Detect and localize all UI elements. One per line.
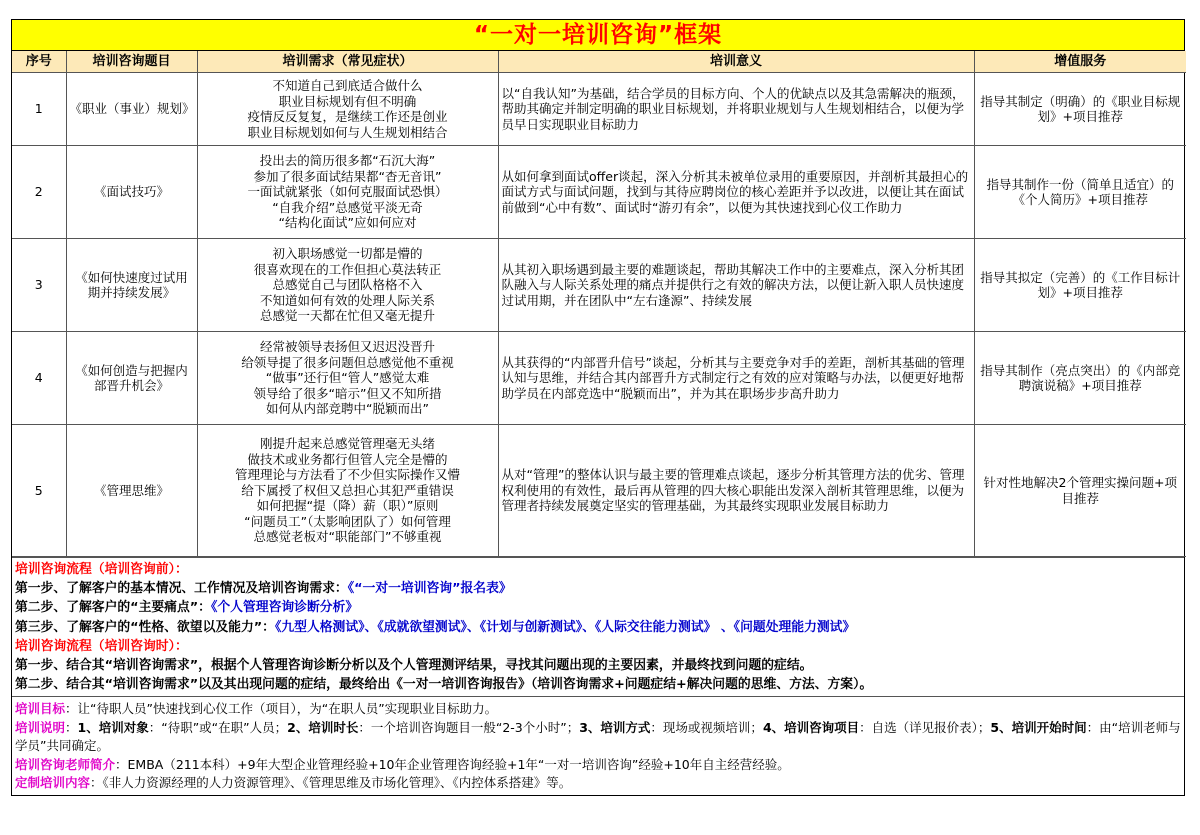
need-line: 如何把握“提（降）薪（职）”原则 <box>256 498 439 514</box>
desc-key: 3、培训方式 <box>579 719 651 735</box>
need-line: “问题员工”（太影响团队了）如何管理 <box>244 513 451 529</box>
flow-section <box>12 557 1184 696</box>
need-line: 如何从内部竞聘中“脱颖而出” <box>266 401 429 417</box>
desc-text: ：由“培训老师与学员”共同确定。 <box>15 719 1181 754</box>
desc-text: ：一个培训咨询题目一般“2-3个小时”； <box>358 719 580 735</box>
flow-pre-step-3 <box>15 618 1181 637</box>
row-no: 4 <box>12 332 66 425</box>
header-meaning: 培训意义 <box>498 51 974 73</box>
need-line: “结构化面试”应如何应对 <box>278 215 417 231</box>
need-line: 总感觉一天都在忙但又毫无提升 <box>259 308 435 324</box>
desc-key: 2、培训时长 <box>287 719 359 735</box>
desc-text: ：“待职”或“在职”人员； <box>148 719 288 735</box>
training-description <box>15 719 1181 756</box>
form-reference: 《个人管理咨询诊断分析》 <box>210 600 359 616</box>
row-needs <box>197 73 498 146</box>
goal-text: ：让“待职人员”快速找到心仪工作（项目），为“在职人员”实现职业目标助力。 <box>65 701 498 717</box>
header-row <box>12 51 1186 73</box>
need-line: 给下属授了权但又总担心其犯严重错误 <box>241 482 454 498</box>
step-lead: 第二步、了解客户的“主要痛点”： <box>15 600 211 616</box>
need-line: 总感觉老板对“职能部门”不够重视 <box>253 529 442 545</box>
custom-label: 定制培训内容 <box>15 775 91 791</box>
row-service: 指导其制作一份（简单且适宜）的《个人简历》+项目推荐 <box>974 146 1186 239</box>
table-row <box>12 425 1186 557</box>
row-needs <box>197 332 498 425</box>
need-line: 很喜欢现在的工作但担心莫法转正 <box>253 261 442 277</box>
row-service: 指导其制定（明确）的《职业目标规划》+项目推荐 <box>974 73 1186 146</box>
desc-key: 5、培训开始时间 <box>990 719 1087 735</box>
row-topic: 《职业（事业）规划》 <box>66 73 197 146</box>
need-line: 总感觉自己与团队格格不入 <box>272 277 423 293</box>
row-service: 指导其制作（亮点突出）的《内部竞聘演说稿》+项目推荐 <box>974 332 1186 425</box>
row-topic: 《如何快速度过试用期并持续发展》 <box>66 239 197 332</box>
table-row <box>12 332 1186 425</box>
need-line: 一面试就紧张（如何克服面试恐惧） <box>247 184 448 200</box>
row-meaning: 从如何拿到面试offer谈起，深入分析其未被单位录用的重要原因，并剖析其最担心的面试方式与面试问题，找到与其待应聘岗位的核心差距并予以改进，以便让其在面试前做到“心中有数”、面试时“游刃有余”，以便为其快速找到心仪工作助力 <box>498 146 974 239</box>
need-line: 领导给了很多“暗示”但又不知所措 <box>253 385 442 401</box>
desc-key: 4、培训咨询项目 <box>762 719 860 735</box>
row-meaning: 从其初入职场遇到最主要的难题谈起，帮助其解决工作中的主要难点，深入分析其团队融入与人际关系处理的痛点并提供行之有效的解决方法，以便让新入职人员快速度过试用期，并在团队中“左右逢源”、持续发展 <box>498 239 974 332</box>
flow-pre-heading: 培训咨询流程（培训咨询前）： <box>15 562 188 577</box>
row-topic: 《如何创造与把握内部晋升机会》 <box>66 332 197 425</box>
step-lead: 第三步、了解客户的“性格、欲望以及能力”： <box>15 619 275 635</box>
step-lead: 第一步、了解客户的基本情况、工作情况及培训咨询需求： <box>15 581 348 597</box>
row-needs <box>197 146 498 239</box>
table-row <box>12 239 1186 332</box>
row-no: 1 <box>12 73 66 146</box>
row-topic: 《面试技巧》 <box>66 146 197 239</box>
teacher-intro <box>15 756 1181 775</box>
form-reference: 《九型人格测试》、《成就欲望测试》、《计划与创新测试》、《人际交往能力测试》 、《问题处理能力测试》 <box>274 619 856 635</box>
need-line: 投出去的简历很多都“石沉大海” <box>259 153 436 169</box>
desc-label: 培训说明 <box>15 719 66 735</box>
need-line: 疫情反反复复，是继续工作还是创业 <box>247 109 448 124</box>
desc-key: 1、培训对象 <box>77 719 149 735</box>
table-row <box>12 73 1186 146</box>
header-topic: 培训咨询题目 <box>66 51 197 73</box>
desc-sep: ： <box>65 719 78 735</box>
need-line: 职业目标规划如何与人生规划相结合 <box>247 124 448 140</box>
teacher-label: 培训咨询老师简介 <box>15 756 116 772</box>
custom-training <box>15 774 1181 793</box>
flow-during-step-1: 第一步、结合其“培训咨询需求”，根据个人管理咨询诊断分析以及个人管理测评结果，寻找其问题出现的主要因素，并最终找到问题的症结。 <box>15 658 813 674</box>
need-line: 给领导提了很多问题但总感觉他不重视 <box>241 354 454 370</box>
footer-section <box>12 696 1184 795</box>
row-no: 3 <box>12 239 66 332</box>
row-needs <box>197 425 498 557</box>
row-no: 2 <box>12 146 66 239</box>
row-topic: 《管理思维》 <box>66 425 197 557</box>
header-needs: 培训需求（常见症状） <box>197 51 498 73</box>
need-line: 管理理论与方法看了不少但实际操作又懵 <box>234 467 460 483</box>
need-line: 初入职场感觉一切都是懵的 <box>272 246 423 262</box>
row-meaning: 从其获得的“内部晋升信号”谈起，分析其与主要竞争对手的差距，剖析其基础的管理认知与思维，并结合其内部晋升方式制定行之有效的应对策略与办法，以便更好地帮助学员在内部竞选中“脱颖而出”，并为其在职场步步高升助力 <box>498 332 974 425</box>
table-row <box>12 146 1186 239</box>
flow-pre-step-1 <box>15 579 1181 598</box>
need-line: 做技术或业务都行但管人完全是懵的 <box>247 451 448 467</box>
training-goal <box>15 700 1181 719</box>
teacher-text: ：EMBA（211本科）+9年大型企业管理经验+10年企业管理咨询经验+1年“一对一培训咨询”经验+10年自主经营经验。 <box>115 756 790 772</box>
header-service: 增值服务 <box>974 51 1186 73</box>
row-needs <box>197 239 498 332</box>
header-no: 序号 <box>12 51 66 73</box>
need-line: 不知道如何有效的处理人际关系 <box>259 292 435 308</box>
framework-table <box>12 51 1186 557</box>
row-meaning: 以“自我认知”为基础，结合学员的目标方向、个人的优缺点以及其急需解决的瓶颈，帮助其确定并制定明确的职业目标规划，并将职业规划与人生规划相结合，以便为学员早日实现职业目标助力 <box>498 73 974 146</box>
need-line: 经常被领导表扬但又迟迟没晋升 <box>259 339 435 355</box>
row-service: 针对性地解决2个管理实操问题+项目推荐 <box>974 425 1186 557</box>
need-line: 刚提升起来总感觉管理毫无头绪 <box>259 436 435 452</box>
framework-sheet <box>11 19 1185 796</box>
need-line: “自我介绍”总感觉平淡无奇 <box>272 199 423 215</box>
goal-label: 培训目标 <box>15 701 66 717</box>
custom-text: ：《非人力资源经理的人力资源管理》、《管理思维及市场化管理》、《内控体系搭建》等。 <box>90 775 572 791</box>
need-line: 职业目标规划有但不明确 <box>278 93 417 109</box>
need-line: 不知道自己到底适合做什么 <box>272 78 423 93</box>
desc-text: ：现场或视频培训； <box>650 719 763 735</box>
flow-pre-step-2 <box>15 598 1181 617</box>
sheet-title: “一对一培训咨询”框架 <box>12 20 1184 51</box>
row-meaning: 从对“管理”的整体认识与最主要的管理难点谈起，逐步分析其管理方法的优劣、管理权利使用的有效性，最后再从管理的四大核心职能出发深入剖析其管理思维，以便为管理者持续发展奠定坚实的管理基础，为其最终实现职业发展目标助力 <box>498 425 974 557</box>
form-reference: 《“一对一培训咨询”报名表》 <box>347 581 512 597</box>
desc-text: ：自选（详见报价表）； <box>859 719 991 735</box>
need-line: “做事”还行但“管人”感觉太难 <box>265 370 430 386</box>
flow-during-step-2: 第二步、结合其“培训咨询需求”以及其出现问题的症结，最终给出《一对一培训咨询报告》（培训咨询需求+问题症结+解决问题的思维、方法、方案）。 <box>15 677 873 693</box>
flow-during-heading: 培训咨询流程（培训咨询时）： <box>15 638 188 654</box>
need-line: 参加了很多面试结果都“杳无音讯” <box>253 168 442 184</box>
row-service: 指导其拟定（完善）的《工作目标计划》+项目推荐 <box>974 239 1186 332</box>
row-no: 5 <box>12 425 66 557</box>
